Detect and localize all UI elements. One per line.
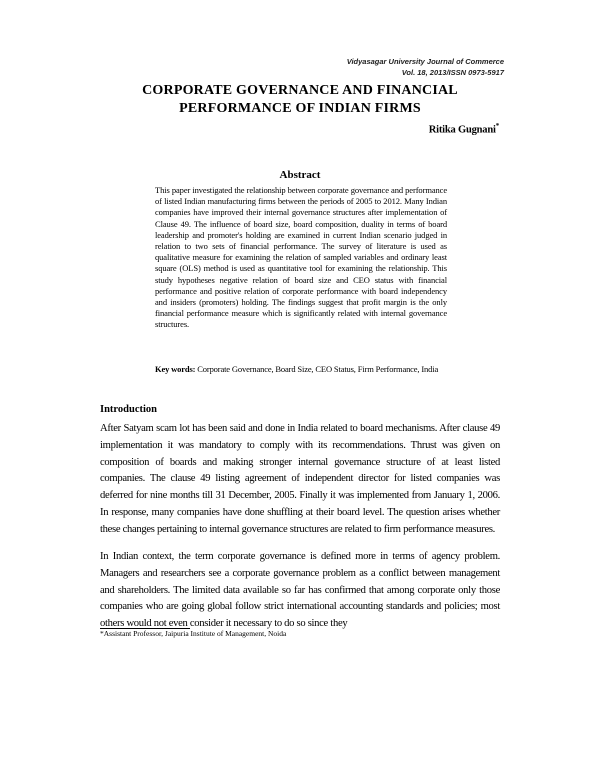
- title-line-2: PERFORMANCE OF INDIAN FIRMS: [179, 101, 421, 116]
- author-name: [429, 122, 499, 136]
- introduction-paragraph-1: After Satyam scam lot has been said and done in India related to board mechanisms. After clause 49 implementation it was mandatory to comply with its recommendations. Thrust was given on composition of boards and making stronger internal governance structure of at least listed companies. The clause 49 listing agreement of independent director for listed companies was deferred for nine months till 31 December, 2005. Finally it was implemented from January 1, 2006. In response, many companies have done shuffling at their board level. The question arises whether these changes pertaining to internal governance structures are related to firm performance measures.: [100, 423, 500, 535]
- introduction-paragraph-2: In Indian context, the term corporate governance is defined more in terms of agency problem. Managers and researchers see a corporate governance problem as a conflict between management and shareholders. The limited data available so far has confirmed that among corporate only those companies who are going global follow strict international accounting standards and policies; most others would not even consider it necessary to do so since they: [100, 551, 500, 630]
- author-footnote-mark: *: [495, 122, 499, 130]
- author-footnote: *Assistant Professor, Jaipuria Institute of Management, Noida: [100, 629, 287, 638]
- abstract-text: This paper investigated the relationship between corporate governance and performance of listed Indian manufacturing firms between the periods of 2005 to 2012. Many Indian companies have improved their internal governance structures after implementation of Clause 49. The influence of board size, board composition, duality in terms of board leadership and promoter's holding are examined in current Indian scenario judged in relation to two sets of financial performance. The survey of literature is used as qualitative measure for examining the relation of sampled variables and ordinary least square (OLS) method is used as quantitative tool for examining the relationship. This study hypotheses negative relation of board size and CEO status with financial performance and positive relation of corporate performance with board independency and insiders (promoters) holding. The findings suggest that profit margin is the only financial performance measure which is significantly related with internal governance structures.: [155, 185, 447, 330]
- keywords-list: Corporate Governance, Board Size, CEO Status, Firm Performance, India: [197, 364, 439, 374]
- keywords: [155, 364, 447, 375]
- journal-name: Vidyasagar University Journal of Commerce: [346, 57, 504, 66]
- paper-title: [100, 82, 500, 118]
- title-line-1: CORPORATE GOVERNANCE AND FINANCIAL: [142, 83, 458, 98]
- volume-info: Vol. 18, 2013/ISSN 0973-5917: [401, 67, 504, 77]
- author-name-text: Ritika Gugnani: [428, 124, 496, 136]
- journal-header: [347, 57, 504, 78]
- abstract-heading: Abstract: [279, 169, 321, 181]
- introduction-heading: Introduction: [100, 404, 157, 415]
- keywords-label: Key words:: [155, 364, 196, 374]
